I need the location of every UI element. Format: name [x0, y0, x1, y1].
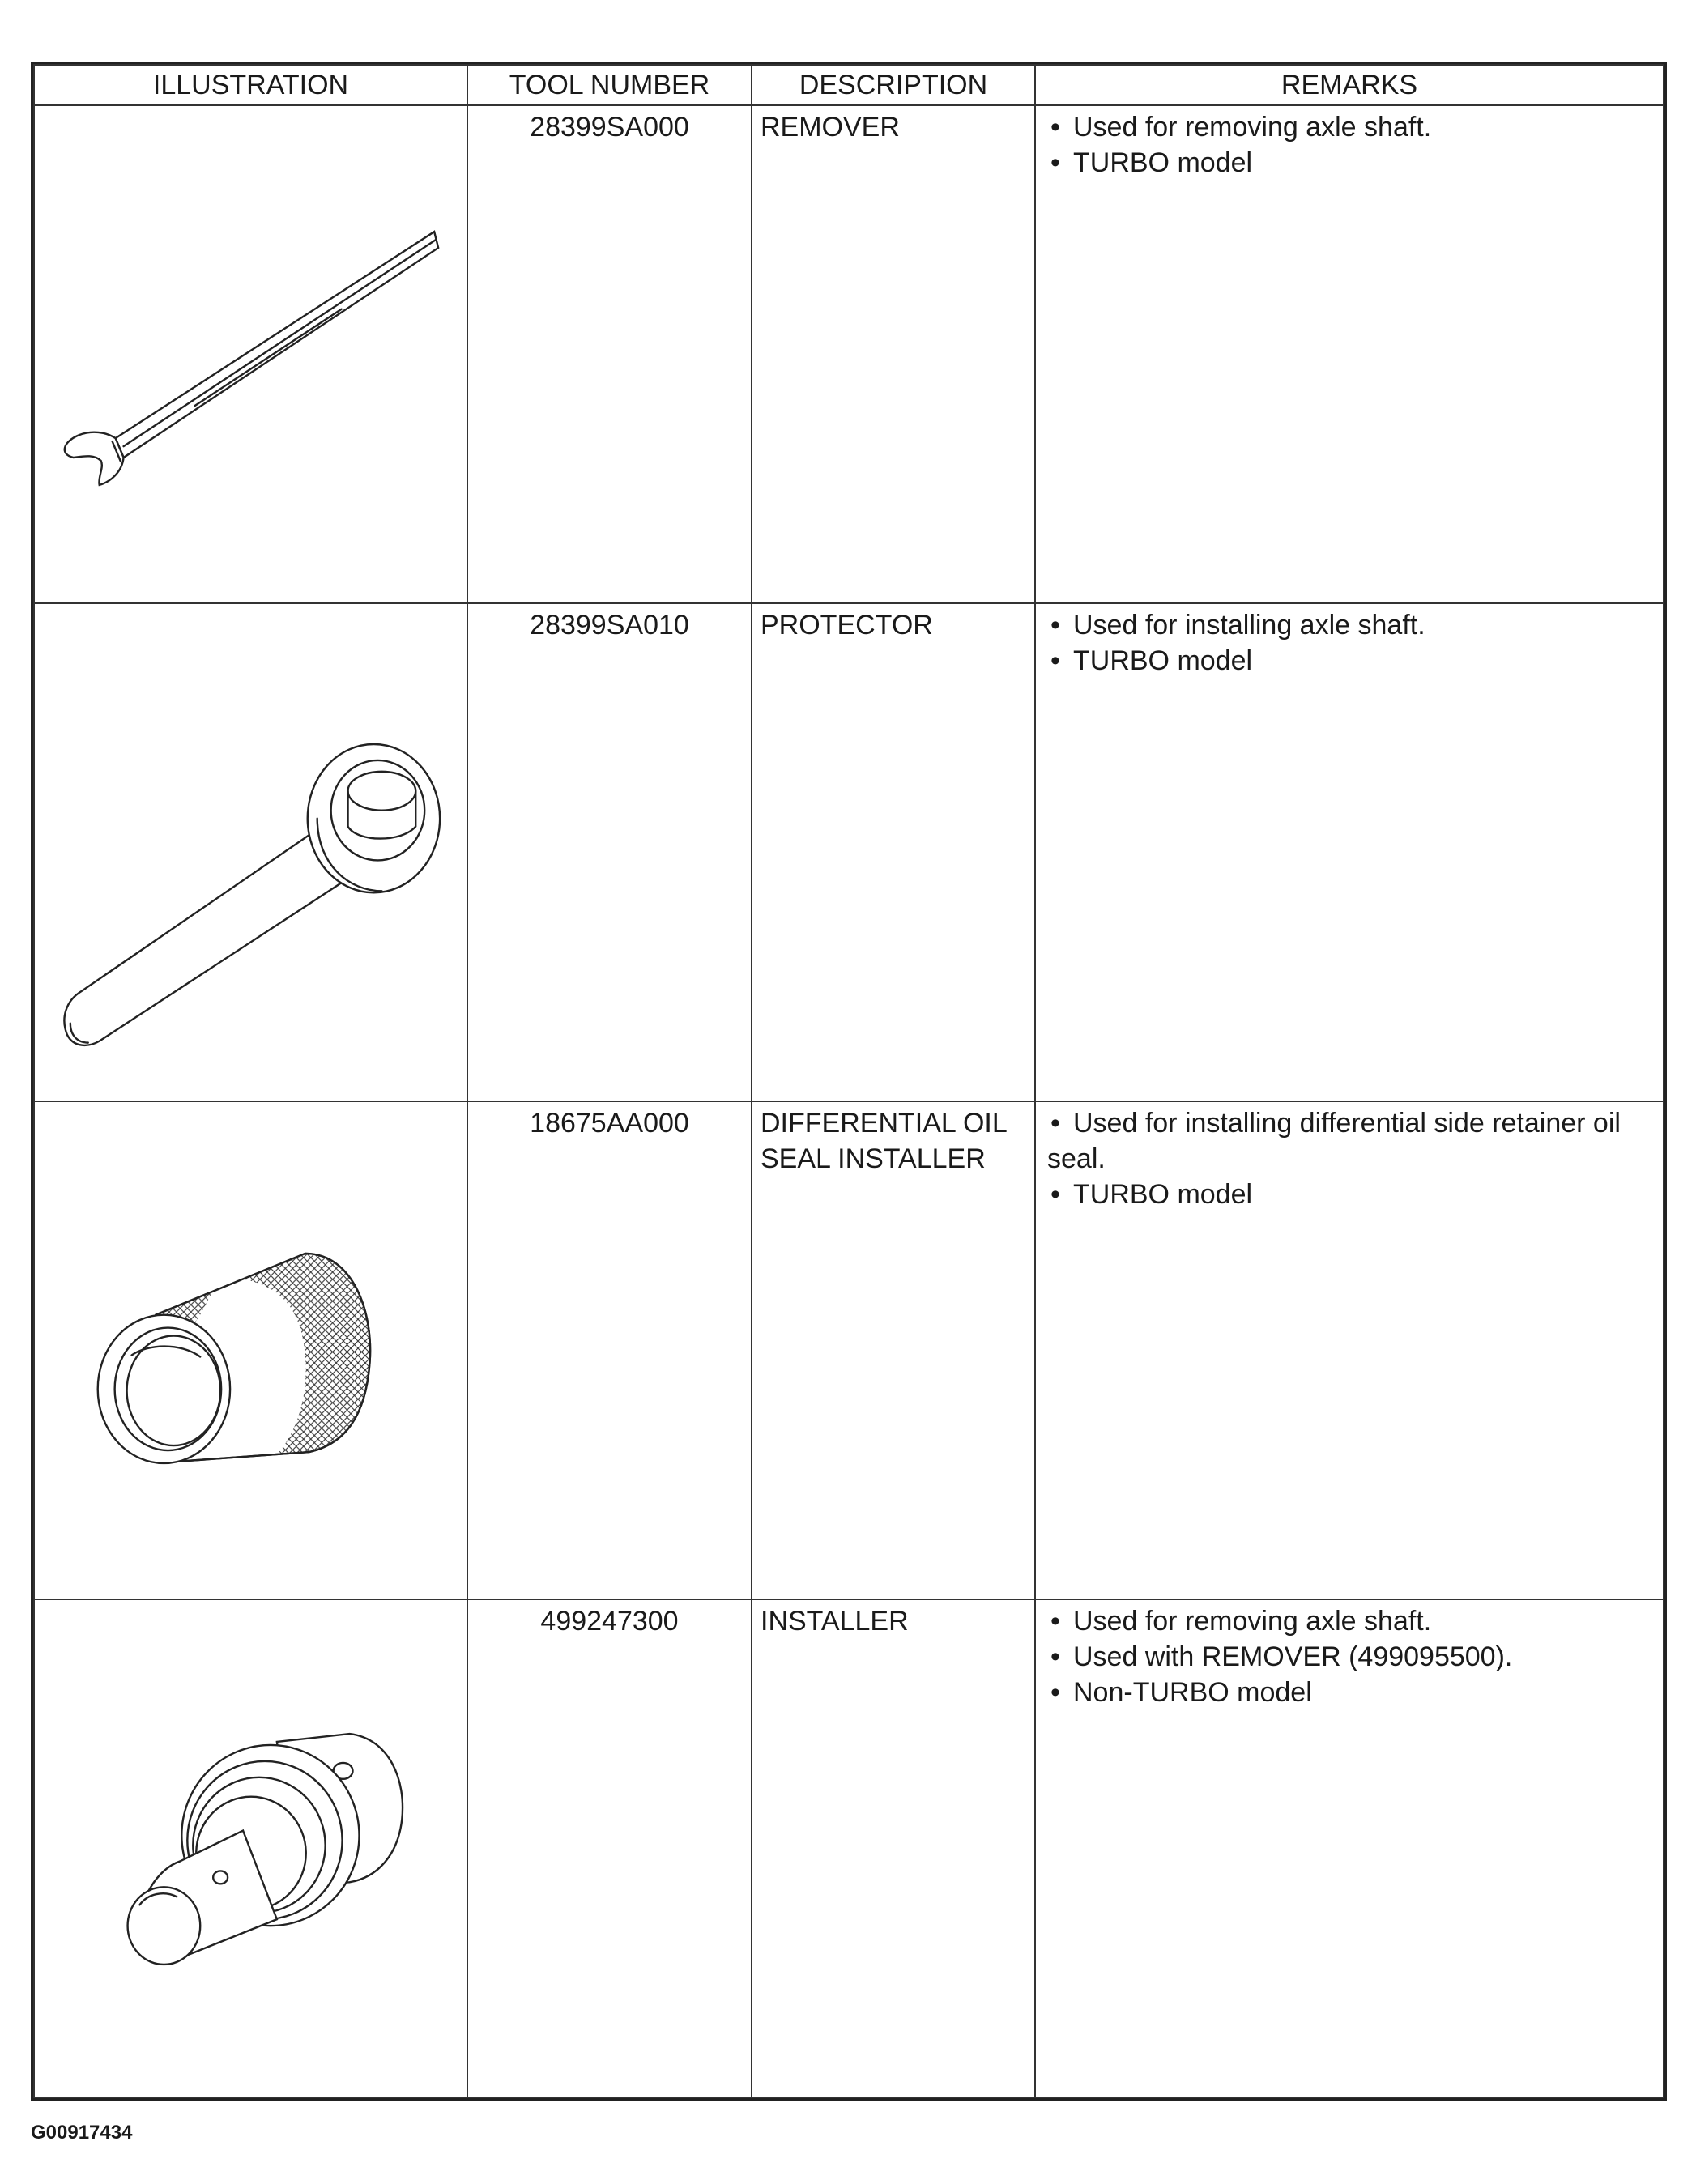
- tool-number-cell: 499247300: [467, 1599, 752, 2097]
- remark-item: • Used with REMOVER (499095500).: [1047, 1639, 1653, 1675]
- special-tools-table-frame: [31, 62, 1667, 2101]
- header-tool-number: TOOL NUMBER: [467, 65, 752, 105]
- illustration-cell: [34, 1101, 467, 1599]
- remark-item: • TURBO model: [1047, 1177, 1653, 1212]
- table-row: [34, 1599, 1664, 2097]
- protector-tool-icon: [35, 604, 467, 1101]
- remarks-cell: [1035, 603, 1664, 1101]
- header-illustration: ILLUSTRATION: [34, 65, 467, 105]
- header-description: DESCRIPTION: [752, 65, 1035, 105]
- table-row: [34, 105, 1664, 603]
- illustration-cell: [34, 105, 467, 603]
- header-remarks: REMARKS: [1035, 65, 1664, 105]
- table-header-row: [34, 65, 1664, 105]
- remark-item: • Used for installing differential side retainer oil: [1047, 1105, 1653, 1141]
- installer-tool-icon: [35, 1600, 467, 2097]
- remark-item: • Used for removing axle shaft.: [1047, 1603, 1653, 1639]
- remarks-cell: [1035, 1101, 1664, 1599]
- remark-item: • TURBO model: [1047, 145, 1653, 181]
- tool-number-cell: 28399SA010: [467, 603, 752, 1101]
- remark-item: • Non-TURBO model: [1047, 1675, 1653, 1710]
- illustration-cell: [34, 603, 467, 1101]
- illustration-cell: [34, 1599, 467, 2097]
- remark-item: • Used for removing axle shaft.: [1047, 109, 1653, 145]
- table-row: [34, 603, 1664, 1101]
- tool-number-cell: 18675AA000: [467, 1101, 752, 1599]
- table-row: [34, 1101, 1664, 1599]
- description-cell: REMOVER: [752, 105, 1035, 603]
- remarks-cell: [1035, 105, 1664, 603]
- remark-wrap-line: seal.: [1047, 1143, 1106, 1174]
- description-cell: PROTECTOR: [752, 603, 1035, 1101]
- oil-seal-installer-icon: [35, 1102, 467, 1599]
- tool-number-cell: 28399SA000: [467, 105, 752, 603]
- remover-wrench-icon: [35, 106, 467, 602]
- figure-id: G00917434: [31, 2122, 133, 2144]
- description-cell: INSTALLER: [752, 1599, 1035, 2097]
- remark-item: • TURBO model: [1047, 643, 1653, 679]
- remark-item: • Used for installing axle shaft.: [1047, 607, 1653, 643]
- remarks-cell: [1035, 1599, 1664, 2097]
- description-cell: DIFFERENTIAL OIL SEAL INSTALLER: [752, 1101, 1035, 1599]
- special-tools-table: [33, 64, 1664, 2098]
